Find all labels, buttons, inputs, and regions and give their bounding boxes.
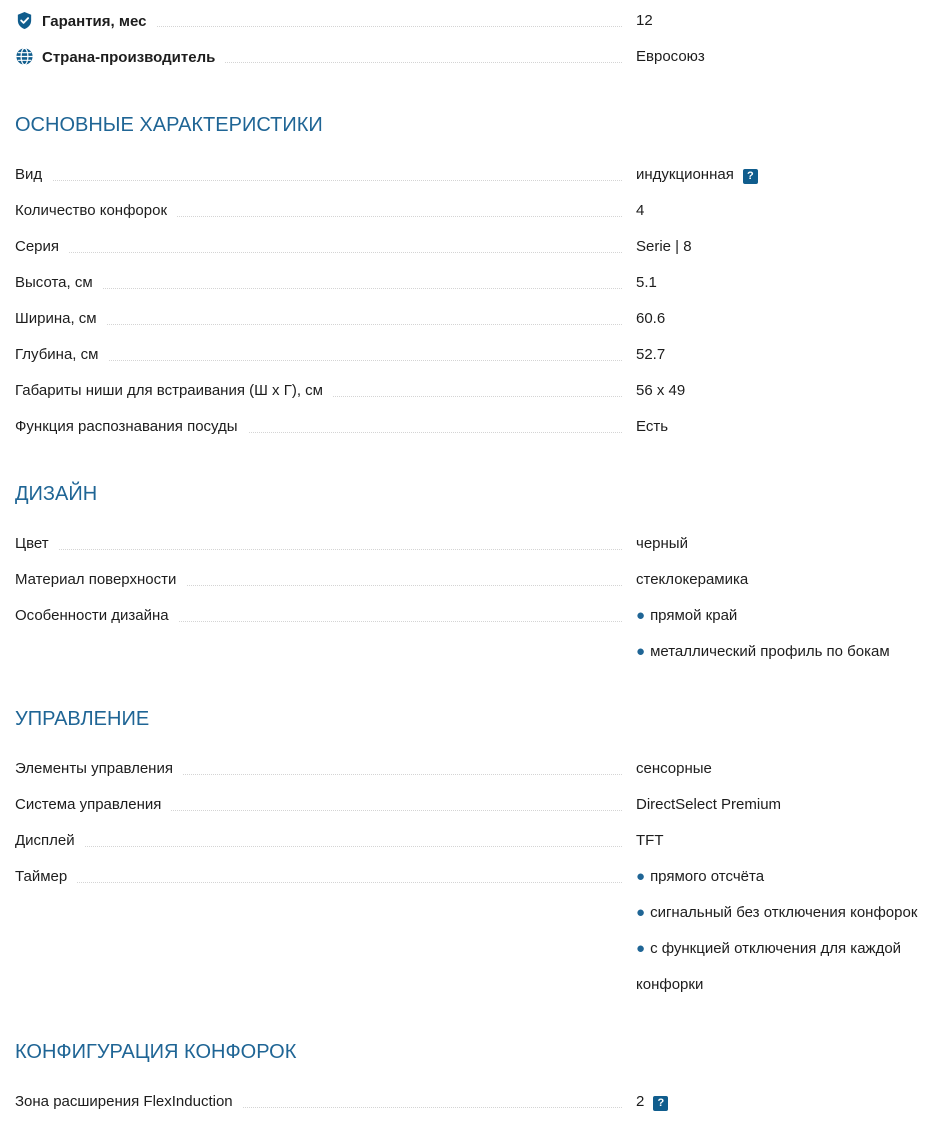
- section-title-control: УПРАВЛЕНИЕ: [15, 708, 150, 730]
- spec-value: 52.7: [636, 346, 666, 363]
- spec-label: Серия: [15, 237, 69, 257]
- spec-row: [0, 414, 943, 450]
- dotted-leader: [15, 549, 622, 550]
- spec-row: [0, 828, 943, 864]
- spec-label: Таймер: [15, 867, 77, 887]
- spec-value: Евросоюз: [636, 48, 705, 65]
- spec-label: Функция распознавания посуды: [15, 417, 248, 437]
- spec-value: 12: [636, 12, 653, 29]
- spec-label: Габариты ниши для встраивания (Ш х Г), см: [15, 381, 333, 401]
- spec-row: [0, 378, 943, 414]
- dotted-leader: [15, 882, 622, 883]
- spec-value: 4: [636, 202, 645, 219]
- spec-label: Дисплей: [15, 831, 85, 851]
- spec-row-country: [0, 44, 943, 80]
- spec-label: Цвет: [15, 534, 59, 554]
- section-burners: [0, 1089, 943, 1125]
- spec-value: сенсорные: [636, 760, 712, 777]
- spec-value: DirectSelect Premium: [636, 796, 782, 813]
- spec-value: Serie | 8: [636, 238, 692, 255]
- spec-label: Вид: [15, 165, 52, 185]
- spec-label: Глубина, см: [15, 345, 108, 365]
- spec-label: Страна-производитель: [42, 49, 216, 66]
- spec-label: Особенности дизайна: [15, 606, 179, 626]
- spec-label: Гарантия, мес: [42, 13, 147, 30]
- dotted-leader: [15, 288, 622, 289]
- spec-value: 2: [636, 1093, 645, 1110]
- spec-row: [0, 162, 943, 198]
- dotted-leader: [15, 180, 622, 181]
- top-specs: [0, 8, 943, 80]
- spec-row: [0, 198, 943, 234]
- spec-value: Есть: [636, 418, 669, 435]
- spec-row: [0, 603, 943, 675]
- spec-value: 60.6: [636, 310, 666, 327]
- spec-value: стеклокерамика: [636, 571, 749, 588]
- list-value: ● прямой край: [636, 607, 738, 624]
- spec-row-warranty: [0, 8, 943, 44]
- list-value: ● с функцией отключения для каждой: [636, 940, 902, 957]
- spec-value: черный: [636, 535, 688, 552]
- spec-value: 56 x 49: [636, 382, 686, 399]
- spec-row: [0, 864, 943, 1008]
- list-value: ● прямого отсчёта: [636, 868, 765, 885]
- spec-value: индукционная: [636, 166, 734, 183]
- bullet-icon: ●: [636, 904, 646, 921]
- section-title-main: ОСНОВНЫЕ ХАРАКТЕРИСТИКИ: [15, 114, 323, 136]
- spec-row: [0, 792, 943, 828]
- spec-label: Количество конфорок: [15, 201, 177, 221]
- spec-label: Ширина, см: [15, 309, 107, 329]
- dotted-leader: [15, 252, 622, 253]
- list-value: ● сигнальный без отключения конфорок: [636, 904, 918, 921]
- bullet-icon: ●: [636, 940, 646, 957]
- spec-row: [0, 756, 943, 792]
- help-icon[interactable]: ?: [743, 169, 758, 184]
- spec-row: [0, 531, 943, 567]
- spec-value: 5.1: [636, 274, 657, 291]
- list-value-continuation: конфорки: [636, 976, 704, 993]
- spec-row: [0, 306, 943, 342]
- spec-label: Элементы управления: [15, 759, 183, 779]
- globe-icon: [15, 47, 34, 66]
- list-value: ● металлический профиль по бокам: [636, 643, 890, 660]
- spec-value: TFT: [636, 832, 664, 849]
- spec-row: [0, 567, 943, 603]
- bullet-icon: ●: [636, 607, 646, 624]
- spec-row: [0, 1089, 943, 1125]
- help-icon[interactable]: ?: [653, 1096, 668, 1111]
- spec-label: Зона расширения FlexInduction: [15, 1092, 243, 1112]
- dotted-leader: [15, 846, 622, 847]
- section-control: [0, 756, 943, 1008]
- bullet-icon: ●: [636, 643, 646, 660]
- shield-check-icon: [15, 11, 34, 30]
- section-main: [0, 162, 943, 450]
- spec-row: [0, 342, 943, 378]
- spec-label: Система управления: [15, 795, 171, 815]
- section-title-burners: КОНФИГУРАЦИЯ КОНФОРОК: [15, 1041, 297, 1063]
- spec-label: Высота, см: [15, 273, 103, 293]
- spec-row: [0, 234, 943, 270]
- spec-row: [0, 270, 943, 306]
- section-design: [0, 531, 943, 675]
- spec-label: Материал поверхности: [15, 570, 186, 590]
- bullet-icon: ●: [636, 868, 646, 885]
- section-title-design: ДИЗАЙН: [15, 483, 98, 505]
